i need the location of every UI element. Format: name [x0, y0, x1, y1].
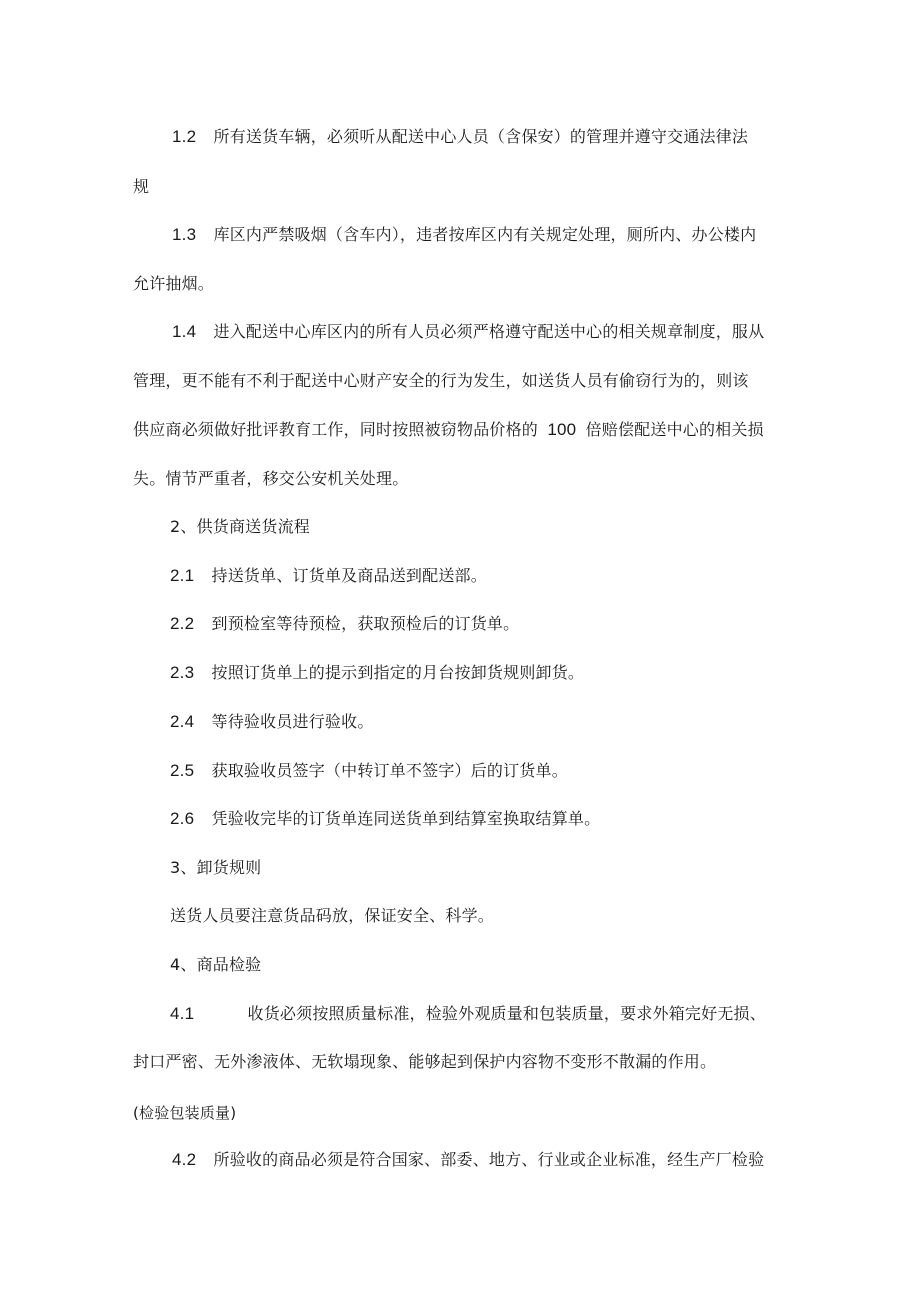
paragraph-text: 进入配送中心库区内的所有人员必须严格遵守配送中心的相关规章制度，服从	[213, 322, 765, 341]
section-number: 1.2	[172, 127, 197, 146]
section-number: 2.1	[170, 566, 195, 585]
paragraph-text: 收货必须按照质量标准，检验外观质量和包装质量，要求外箱完好无损、	[247, 1004, 766, 1023]
section-number: 2.2	[170, 614, 195, 633]
paragraph-text: 供应商必须做好批评教育工作，同时按照被窃物品价格的	[133, 420, 539, 439]
section-number: 4.2	[172, 1150, 197, 1169]
list-item-2-2	[170, 614, 519, 634]
paragraph-1-4-line-1	[172, 322, 764, 342]
paragraph-1-2-line-2: 规	[133, 177, 150, 196]
paragraph-1-3-line-2: 允许抽烟。	[133, 274, 215, 293]
paragraph-4-1-line-1	[170, 1004, 766, 1024]
paragraph-4-1-note: (检验包装质量)	[133, 1104, 237, 1122]
paragraph-text: 所有送货车辆，必须听从配送中心人员（含保安）的管理并遵守交通法律法	[213, 127, 749, 146]
price-multiplier: 100	[547, 420, 577, 439]
paragraph-text: 库区内严禁吸烟（含车内），违者按库区内有关规定处理，厕所内、办公楼内	[213, 225, 757, 244]
paragraph-1-2-line-1	[172, 127, 748, 147]
section-number: 2.6	[170, 809, 195, 828]
paragraph-1-4-line-3	[133, 420, 764, 440]
paragraph-1-3-line-1	[172, 225, 756, 245]
list-item-text: 获取验收员签字（中转订单不签字）后的订货单。	[211, 761, 568, 780]
section-number: 4.1	[170, 1004, 195, 1023]
list-item-text: 持送货单、订货单及商品送到配送部。	[211, 566, 487, 585]
paragraph-4-1-line-2: 封口严密、无外渗液体、无软塌现象、能够起到保护内容物不变形不散漏的作用。	[133, 1052, 717, 1071]
paragraph-1-4-line-4: 失。情节严重者，移交公安机关处理。	[133, 469, 409, 488]
paragraph-1-4-line-2: 管理，更不能有不利于配送中心财产安全的行为发生，如送货人员有偷窃行为的，则该	[133, 371, 749, 390]
list-item-text: 到预检室等待预检，获取预检后的订货单。	[211, 614, 520, 633]
heading-section-4: 4、商品检验	[170, 955, 262, 974]
section-number: 2.3	[170, 663, 195, 682]
paragraph-text: 倍赔偿配送中心的相关损	[585, 420, 764, 439]
list-item-2-6	[170, 809, 600, 829]
list-item-text: 按照订货单上的提示到指定的月台按卸货规则卸货。	[211, 663, 585, 682]
paragraph-section-3: 送货人员要注意货品码放，保证安全、科学。	[170, 906, 495, 925]
section-number: 2.4	[170, 712, 195, 731]
section-number: 1.4	[172, 322, 197, 341]
heading-section-2: 2、供货商送货流程	[170, 517, 310, 536]
section-number: 2.5	[170, 761, 195, 780]
list-item-2-3	[170, 663, 584, 683]
paragraph-4-2-line-1	[172, 1150, 764, 1170]
list-item-text: 凭验收完毕的订货单连同送货单到结算室换取结算单。	[211, 809, 601, 828]
list-item-2-4	[170, 712, 374, 732]
heading-section-3: 3、卸货规则	[170, 858, 262, 877]
list-item-2-1	[170, 566, 487, 586]
section-number: 1.3	[172, 225, 197, 244]
list-item-2-5	[170, 761, 568, 781]
paragraph-text: 所验收的商品必须是符合国家、部委、地方、行业或企业标准，经生产厂检验	[213, 1150, 765, 1169]
list-item-text: 等待验收员进行验收。	[211, 712, 374, 731]
